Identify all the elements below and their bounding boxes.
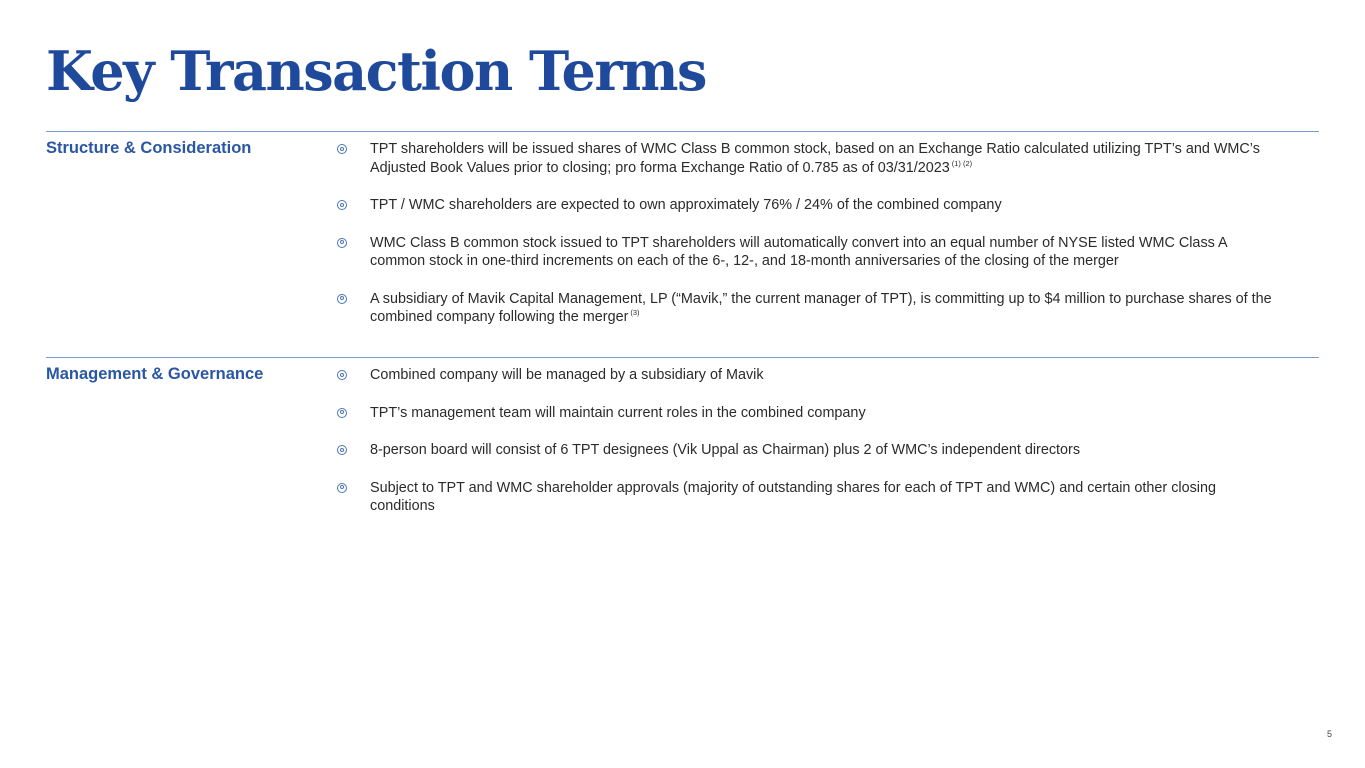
list-item xyxy=(335,479,1250,516)
bullet-list xyxy=(335,366,1295,535)
list-item xyxy=(335,404,1295,423)
list-item xyxy=(335,234,1275,271)
page-title: Key Transaction Terms xyxy=(46,39,706,103)
section-management-governance xyxy=(46,357,1319,514)
list-item xyxy=(335,196,1295,215)
footnote-ref: (1) (2) xyxy=(951,158,973,168)
circle-bullet-icon xyxy=(337,483,347,493)
section-label: Structure & Consideration xyxy=(46,139,252,157)
page-number: 5 xyxy=(1326,729,1332,739)
circle-bullet-icon xyxy=(337,200,347,210)
list-item xyxy=(335,140,1275,177)
footnote-ref: (3) xyxy=(630,308,640,317)
bullet-text: Combined company will be managed by a subsidiary of Mavik xyxy=(370,367,764,383)
list-item xyxy=(335,290,1290,327)
circle-bullet-icon xyxy=(337,294,347,304)
list-item xyxy=(335,366,1295,385)
circle-bullet-icon xyxy=(337,144,347,154)
section-structure-consideration xyxy=(46,131,1319,325)
bullet-text: Subject to TPT and WMC shareholder approvals (majority of outstanding shares for each of TPT and WMC) and certain other closing conditions xyxy=(370,479,1216,514)
bullet-text: TPT shareholders will be issued shares of WMC Class B common stock, based on an Exchange Ratio calculated utilizing TPT’s and WMC’s Adjusted Book Values prior to closing; pro forma Exchange Ratio of 0.785 as of 03/31/2023 xyxy=(370,141,1260,176)
list-item xyxy=(335,441,1295,460)
bullet-list xyxy=(335,140,1295,346)
bullet-text: 8-person board will consist of 6 TPT designees (Vik Uppal as Chairman) plus 2 of WMC’s independent directors xyxy=(370,442,1081,458)
circle-bullet-icon xyxy=(337,370,347,380)
bullet-text: TPT / WMC shareholders are expected to own approximately 76% / 24% of the combined company xyxy=(370,197,1002,213)
section-label: Management & Governance xyxy=(46,365,264,383)
circle-bullet-icon xyxy=(337,408,347,418)
bullet-text: A subsidiary of Mavik Capital Management, LP (“Mavik,” the current manager of TPT), is committing up to $4 million to purchase shares of the combined company following the merger xyxy=(370,290,1272,325)
circle-bullet-icon xyxy=(337,238,347,248)
bullet-text: WMC Class B common stock issued to TPT shareholders will automatically convert into an equal number of NYSE listed WMC Class A common stock in one-third increments on each of the 6-, 12-, and 18-month anniversaries of the closing of the merger xyxy=(370,234,1227,269)
circle-bullet-icon xyxy=(337,445,347,455)
bullet-text: TPT’s management team will maintain current roles in the combined company xyxy=(370,404,866,421)
